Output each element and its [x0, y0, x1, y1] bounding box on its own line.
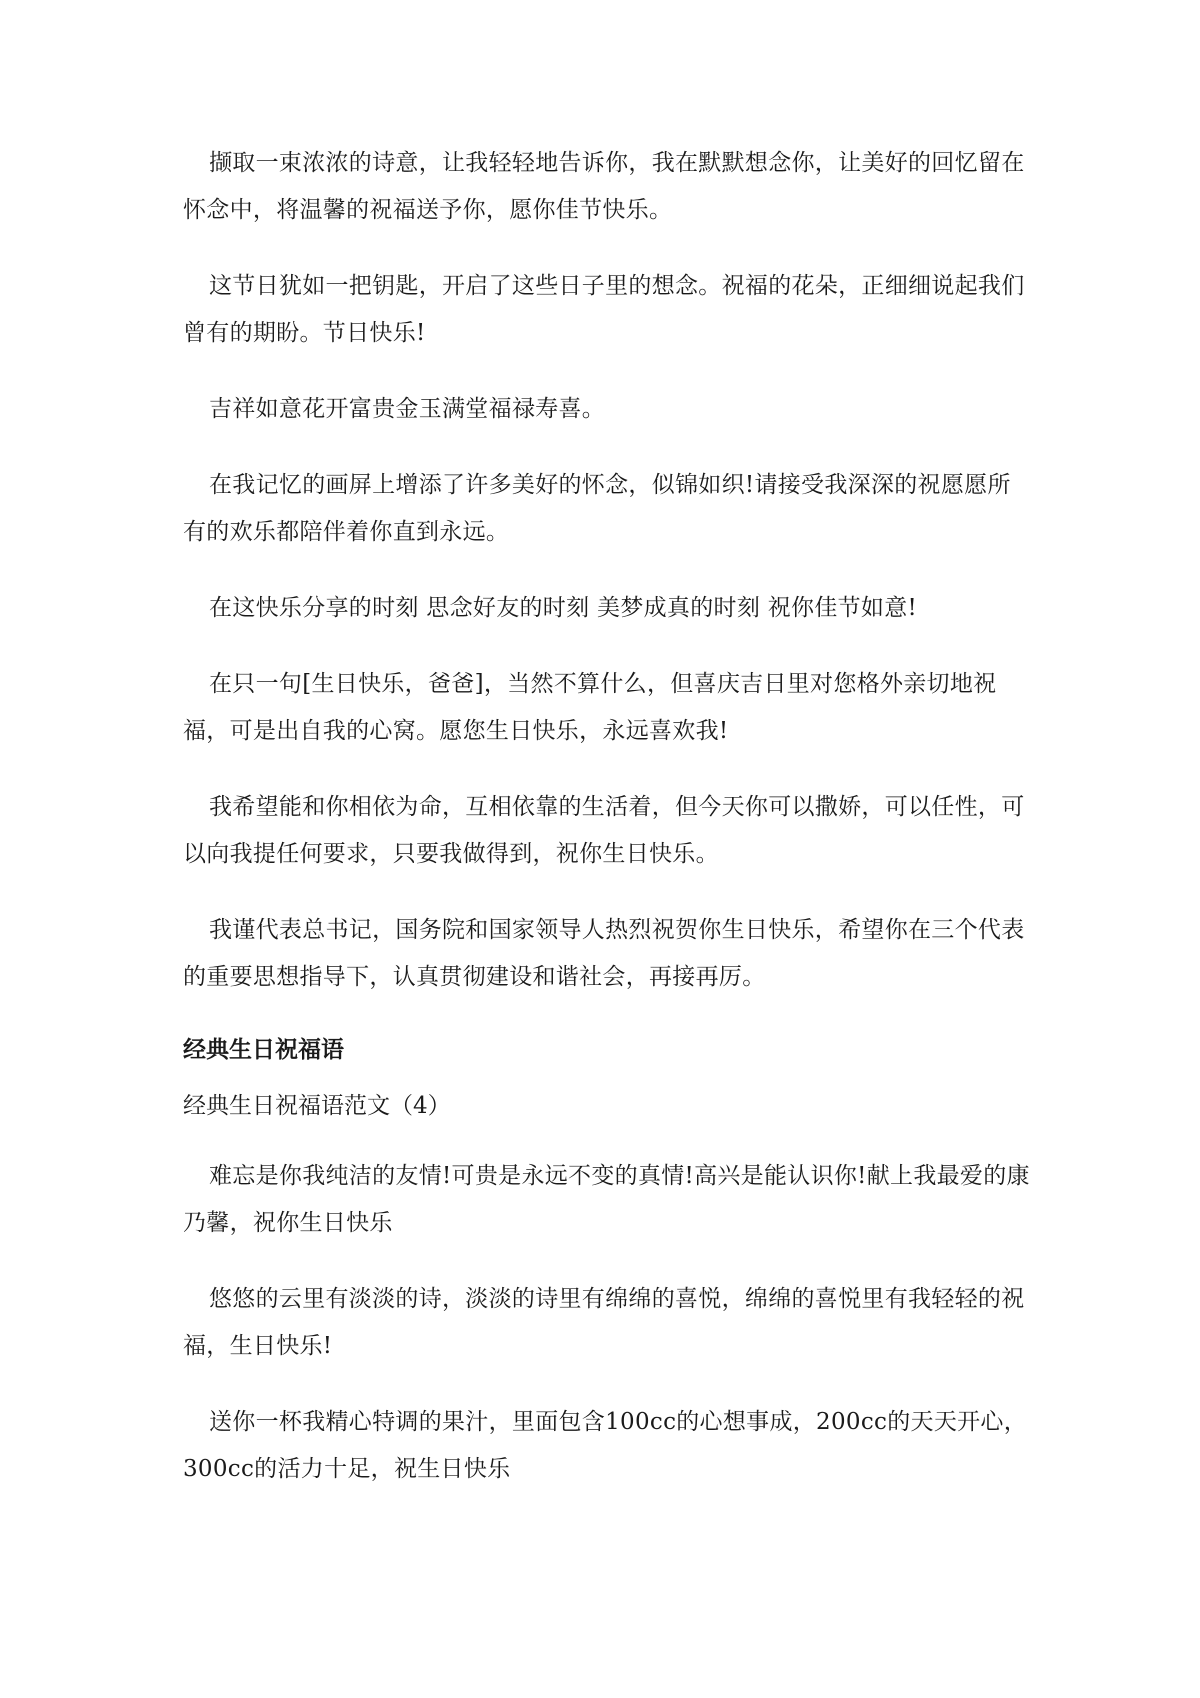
paragraph: 送你一杯我精心特调的果汁，里面包含100cc的心想事成，200cc的天天开心，300cc的活力十足，祝生日快乐 [183, 1409, 1028, 1482]
paragraph: 难忘是你我纯洁的友情!可贵是永远不变的真情!高兴是能认识你!献上我最爱的康乃馨，祝你生日快乐 [183, 1163, 1030, 1236]
paragraph: 在只一句[生日快乐，爸爸]，当然不算什么，但喜庆吉日里对您格外亲切地祝福，可是出自我的心窝。愿您生日快乐，永远喜欢我! [183, 671, 997, 744]
paragraph: 撷取一束浓浓的诗意，让我轻轻地告诉你，我在默默想念你，让美好的回忆留在怀念中，将温馨的祝福送予你，愿你佳节快乐。 [183, 150, 1025, 223]
section-heading: 经典生日祝福语 [183, 1037, 344, 1063]
paragraph: 这节日犹如一把钥匙，开启了这些日子里的想念。祝福的花朵，正细细说起我们曾有的期盼。节日快乐! [183, 273, 1025, 346]
section-subheading: 经典生日祝福语范文（4） [183, 1093, 451, 1119]
paragraph: 我谨代表总书记，国务院和国家领导人热烈祝贺你生日快乐，希望你在三个代表的重要思想指导下，认真贯彻建设和谐社会，再接再厉。 [183, 917, 1025, 990]
paragraph: 悠悠的云里有淡淡的诗，淡淡的诗里有绵绵的喜悦，绵绵的喜悦里有我轻轻的祝福，生日快乐! [183, 1286, 1025, 1359]
paragraph: 我希望能和你相依为命，互相依靠的生活着，但今天你可以撒娇，可以任性，可以向我提任何要求，只要我做得到，祝你生日快乐。 [183, 794, 1025, 867]
paragraph: 在我记忆的画屏上增添了许多美好的怀念，似锦如织!请接受我深深的祝愿愿所有的欢乐都陪伴着你直到永远。 [183, 472, 1011, 545]
paragraph: 吉祥如意花开富贵金玉满堂福禄寿喜。 [209, 396, 606, 422]
paragraph: 在这快乐分享的时刻 思念好友的时刻 美梦成真的时刻 祝你佳节如意! [209, 595, 918, 621]
document-body [183, 140, 1033, 1522]
